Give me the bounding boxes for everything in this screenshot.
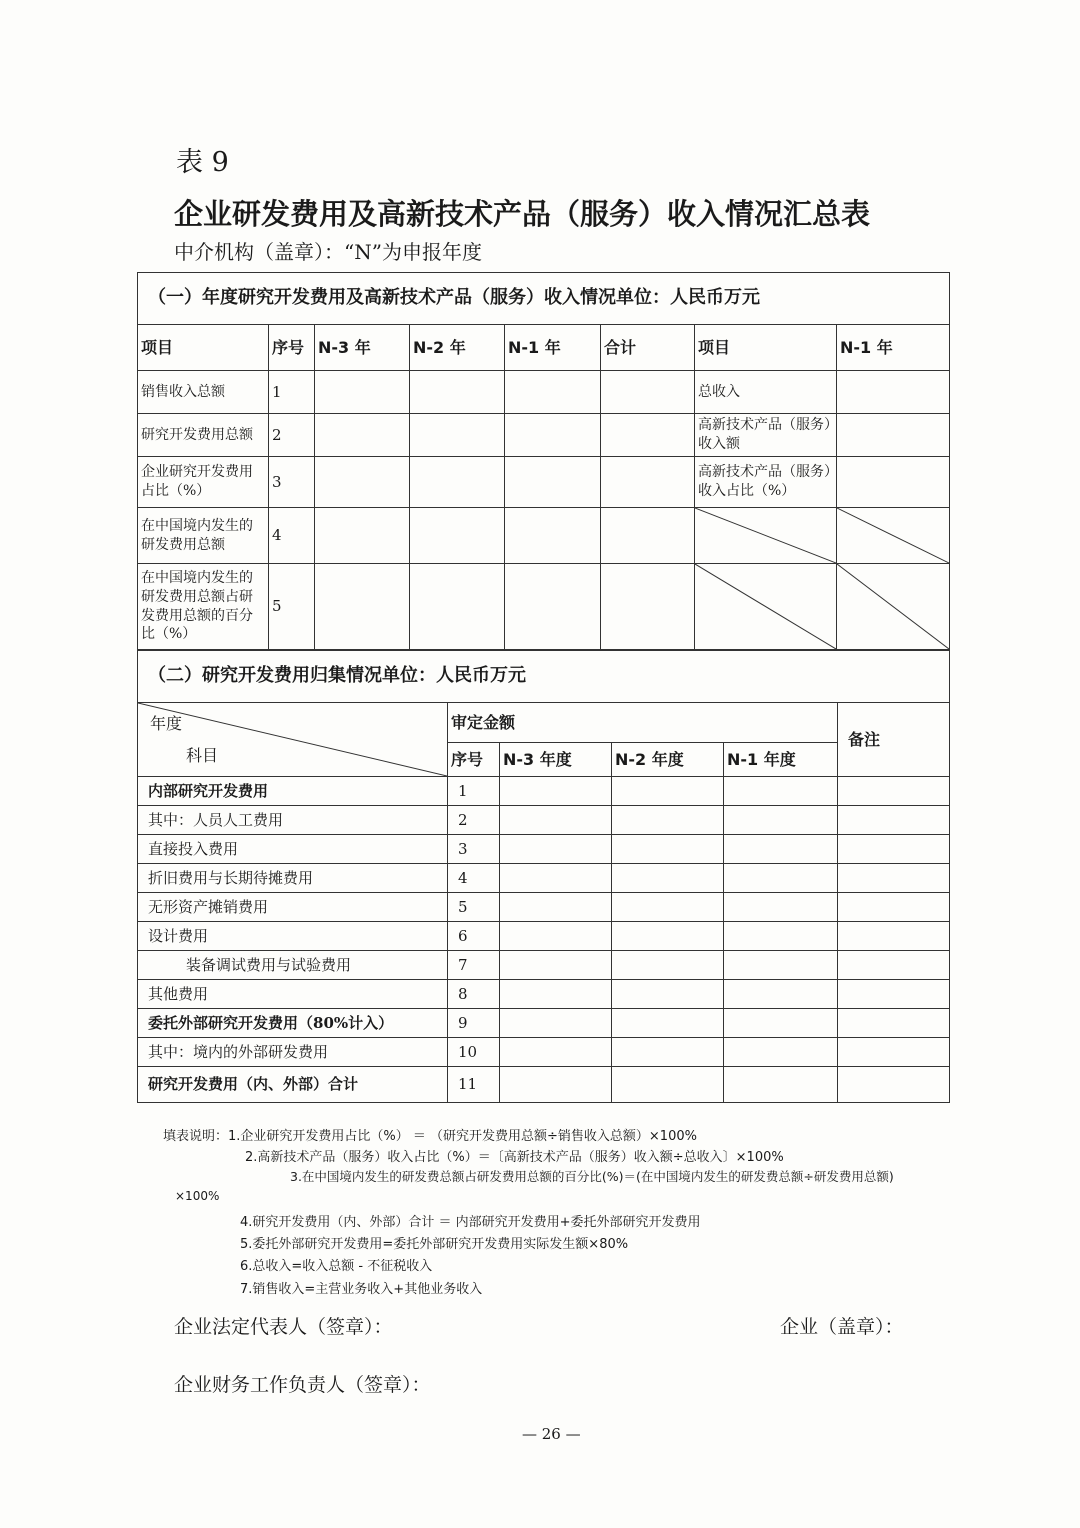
row-number: 3 [448, 835, 500, 864]
note-2: 2.高新技术产品（服务）收入占比（%）＝〔高新技术产品（服务）收入额÷总收入〕×100% [245, 1150, 784, 1165]
value-cell[interactable] [612, 922, 724, 951]
table-row [138, 835, 950, 864]
value-cell[interactable] [500, 1067, 612, 1103]
value-cell[interactable] [601, 371, 695, 414]
value-cell[interactable] [505, 508, 601, 564]
income-summary-table [137, 272, 950, 650]
value-cell[interactable] [724, 835, 838, 864]
row-label: 内部研究开发费用 [138, 777, 448, 806]
value-cell[interactable] [315, 457, 410, 508]
struck-cell [695, 508, 837, 564]
table-row [138, 777, 950, 806]
value-cell[interactable] [601, 564, 695, 650]
value-cell[interactable] [612, 893, 724, 922]
table-row [138, 1038, 950, 1067]
note-3: 3.在中国境内发生的研发费总额占研发费用总额的百分比(%)＝(在中国境内发生的研发费总额÷研发费用总额) [290, 1169, 894, 1184]
col-header-n2: N-2 年 [410, 325, 505, 371]
value-cell[interactable] [410, 371, 505, 414]
value-cell[interactable] [612, 951, 724, 980]
value-cell[interactable] [837, 371, 950, 414]
col-header-n3: N-3 年 [315, 325, 410, 371]
page-number: — 26 — [522, 1425, 581, 1443]
value-cell[interactable] [724, 980, 838, 1009]
value-cell[interactable] [500, 864, 612, 893]
company-seal[interactable]: 企业（盖章）： [780, 1316, 904, 1338]
value-cell[interactable] [724, 893, 838, 922]
value-cell[interactable] [505, 564, 601, 650]
col-header-n1-right: N-1 年 [837, 325, 950, 371]
row-label: 直接投入费用 [138, 835, 448, 864]
note-4: 4.研究开发费用（内、外部）合计 ＝ 内部研究开发费用+委托外部研究开发费用 [240, 1215, 701, 1230]
row-number: 8 [448, 980, 500, 1009]
value-cell[interactable] [500, 980, 612, 1009]
value-cell[interactable] [410, 564, 505, 650]
row-label: 无形资产摊销费用 [138, 893, 448, 922]
row-number: 4 [269, 508, 315, 564]
value-cell[interactable] [315, 414, 410, 457]
col-header-no: 序号 [269, 325, 315, 371]
row-label: 委托外部研究开发费用（80%计入） [138, 1009, 448, 1038]
value-cell[interactable] [315, 371, 410, 414]
table-row [138, 414, 950, 457]
row-number: 7 [448, 951, 500, 980]
value-cell[interactable] [838, 922, 950, 951]
row-label: 销售收入总额 [138, 371, 269, 414]
value-cell[interactable] [410, 457, 505, 508]
corner-year-label: 年度 [150, 714, 183, 733]
value-cell[interactable] [500, 951, 612, 980]
table-row [138, 980, 950, 1009]
right-item-label: 高新技术产品（服务）收入额 [695, 414, 837, 457]
col-header-n1: N-1 年 [505, 325, 601, 371]
struck-cell [837, 508, 950, 564]
value-cell[interactable] [724, 864, 838, 893]
table-row [138, 564, 950, 650]
document-subtitle: 中介机构（盖章）：“N”为申报年度 [174, 240, 482, 264]
row-label: 设计费用 [138, 922, 448, 951]
note-6: 6.总收入=收入总额 - 不征税收入 [240, 1259, 433, 1274]
value-cell[interactable] [500, 806, 612, 835]
remark-header: 备注 [838, 703, 950, 777]
col-header-no: 序号 [448, 743, 500, 777]
value-cell[interactable] [500, 922, 612, 951]
finance-head-signature[interactable]: 企业财务工作负责人（签章）： [174, 1374, 431, 1396]
note-7: 7.销售收入=主营业务收入+其他业务收入 [240, 1282, 483, 1297]
value-cell[interactable] [500, 1009, 612, 1038]
value-cell[interactable] [838, 864, 950, 893]
value-cell[interactable] [612, 864, 724, 893]
document-title: 企业研发费用及高新技术产品（服务）收入情况汇总表 [174, 197, 871, 231]
col-header-total: 合计 [601, 325, 695, 371]
row-number: 1 [269, 371, 315, 414]
value-cell[interactable] [837, 414, 950, 457]
section1-title: （一）年度研究开发费用及高新技术产品（服务）收入情况单位：人民币万元 [138, 273, 950, 325]
struck-cell [837, 564, 950, 650]
value-cell[interactable] [837, 457, 950, 508]
table-row [138, 951, 950, 980]
value-cell[interactable] [612, 1038, 724, 1067]
audited-amount-header: 审定金额 [448, 703, 838, 743]
col-header-n2-year: N-2 年度 [612, 743, 724, 777]
row-label: 在中国境内发生的研发费用总额 [138, 508, 269, 564]
row-number: 10 [448, 1038, 500, 1067]
value-cell[interactable] [500, 893, 612, 922]
right-item-label: 高新技术产品（服务）收入占比（%） [695, 457, 837, 508]
value-cell[interactable] [500, 777, 612, 806]
col-header-n3-year: N-3 年度 [500, 743, 612, 777]
value-cell[interactable] [612, 835, 724, 864]
row-label: 在中国境内发生的研发费用总额占研发费用总额的百分比（%） [138, 564, 269, 650]
row-label: 研究开发费用（内、外部）合计 [138, 1067, 448, 1103]
table-row [138, 806, 950, 835]
row-label: 企业研究开发费用占比（%） [138, 457, 269, 508]
row-number: 9 [448, 1009, 500, 1038]
value-cell[interactable] [838, 1009, 950, 1038]
table-row [138, 1009, 950, 1038]
row-number: 2 [269, 414, 315, 457]
value-cell[interactable] [601, 508, 695, 564]
row-number: 2 [448, 806, 500, 835]
value-cell[interactable] [315, 508, 410, 564]
col-header-n1-year: N-1 年度 [724, 743, 838, 777]
table-row [138, 922, 950, 951]
row-label: 装备调试费用与试验费用 [138, 951, 448, 980]
table-row [138, 864, 950, 893]
value-cell[interactable] [612, 1009, 724, 1038]
row-number: 3 [269, 457, 315, 508]
table-row [138, 457, 950, 508]
section1-header-row [138, 325, 950, 371]
row-number: 5 [269, 564, 315, 650]
value-cell[interactable] [838, 1067, 950, 1103]
value-cell[interactable] [601, 457, 695, 508]
value-cell[interactable] [838, 1038, 950, 1067]
row-number: 6 [448, 922, 500, 951]
table-row [138, 371, 950, 414]
row-number: 5 [448, 893, 500, 922]
rd-expense-table [137, 650, 950, 1103]
value-cell[interactable] [612, 980, 724, 1009]
section2-title: （二）研究开发费用归集情况单位：人民币万元 [138, 651, 950, 703]
row-number: 11 [448, 1067, 500, 1103]
value-cell[interactable] [838, 951, 950, 980]
value-cell[interactable] [838, 777, 950, 806]
value-cell[interactable] [724, 1067, 838, 1103]
table-number: 表 9 [176, 147, 229, 178]
value-cell[interactable] [500, 835, 612, 864]
table-row [138, 508, 950, 564]
note-1: 填表说明：1.企业研究开发费用占比（%） ＝ （研究开发费用总额÷销售收入总额）×100% [163, 1129, 697, 1144]
row-number: 4 [448, 864, 500, 893]
value-cell[interactable] [410, 508, 505, 564]
value-cell[interactable] [612, 777, 724, 806]
value-cell[interactable] [838, 893, 950, 922]
value-cell[interactable] [505, 457, 601, 508]
note-3-tail: ×100% [175, 1189, 220, 1203]
value-cell[interactable] [724, 1009, 838, 1038]
value-cell[interactable] [505, 414, 601, 457]
legal-representative-signature[interactable]: 企业法定代表人（签章）： [174, 1316, 393, 1338]
value-cell[interactable] [500, 1038, 612, 1067]
value-cell[interactable] [838, 980, 950, 1009]
value-cell[interactable] [724, 777, 838, 806]
value-cell[interactable] [838, 806, 950, 835]
value-cell[interactable] [724, 806, 838, 835]
row-label: 折旧费用与长期待摊费用 [138, 864, 448, 893]
value-cell[interactable] [601, 414, 695, 457]
col-header-item: 项目 [138, 325, 269, 371]
col-header-item-right: 项目 [695, 325, 837, 371]
table-row [138, 893, 950, 922]
value-cell[interactable] [724, 951, 838, 980]
value-cell[interactable] [724, 922, 838, 951]
row-label: 其中：境内的外部研发费用 [138, 1038, 448, 1067]
row-label: 研究开发费用总额 [138, 414, 269, 457]
note-5: 5.委托外部研究开发费用=委托外部研究开发费用实际发生额×80% [240, 1237, 629, 1252]
row-label: 其他费用 [138, 980, 448, 1009]
corner-header-cell [138, 703, 448, 777]
value-cell[interactable] [315, 564, 410, 650]
table-row [138, 1067, 950, 1103]
value-cell[interactable] [838, 835, 950, 864]
right-item-label: 总收入 [695, 371, 837, 414]
value-cell[interactable] [724, 1038, 838, 1067]
corner-subject-label: 科目 [186, 746, 219, 765]
row-number: 1 [448, 777, 500, 806]
row-label: 其中：人员人工费用 [138, 806, 448, 835]
struck-cell [695, 564, 837, 650]
value-cell[interactable] [612, 1067, 724, 1103]
value-cell[interactable] [410, 414, 505, 457]
value-cell[interactable] [505, 371, 601, 414]
value-cell[interactable] [612, 806, 724, 835]
